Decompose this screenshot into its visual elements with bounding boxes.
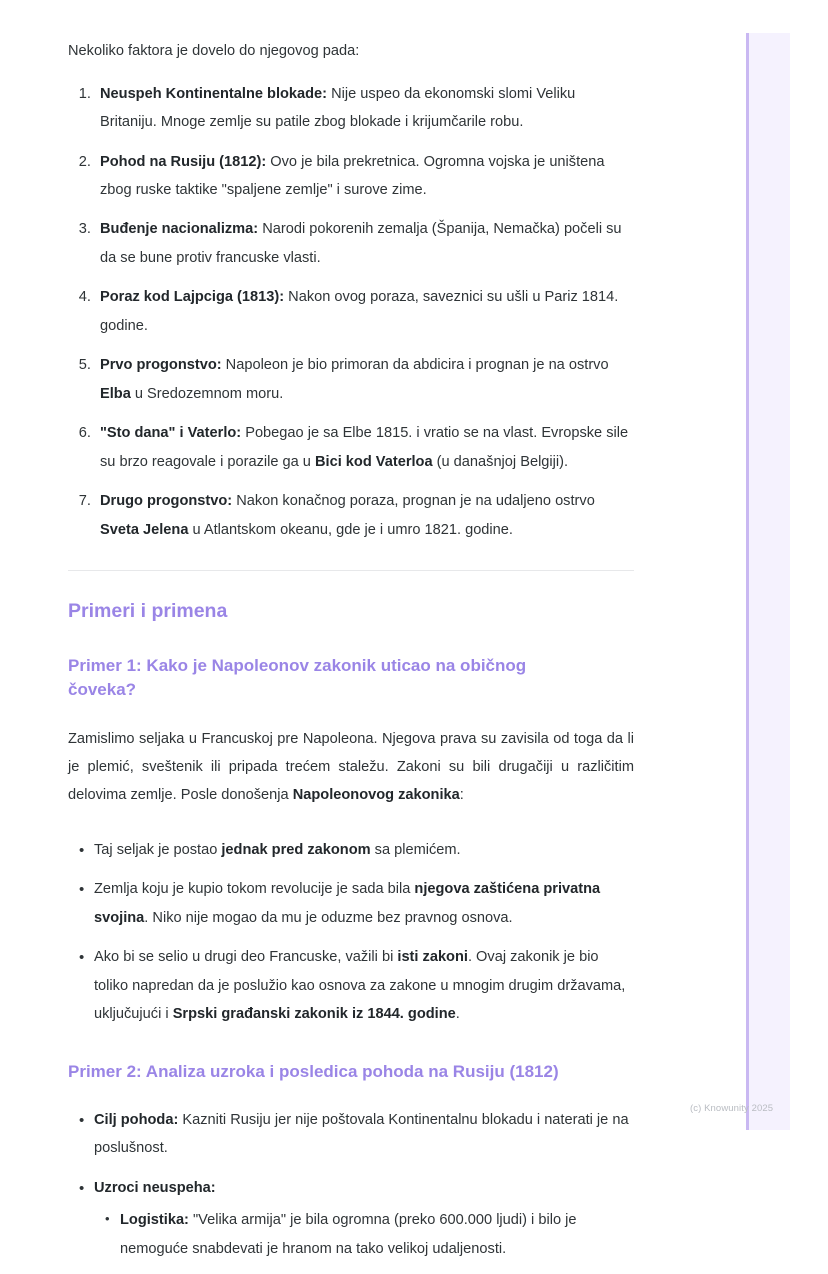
spacer [68, 1040, 634, 1060]
list-item [95, 419, 634, 476]
list-item-term: Pohod na Rusiju (1812): [100, 153, 267, 170]
list-item-term: Buđenje nacionalizma: [100, 221, 259, 238]
paragraph-part-2: : [459, 787, 464, 804]
intro-lead-text: Nekoliko faktora je dovelo do njegovog pada: [68, 43, 360, 59]
list-item-text-secondary: u Atlantskom okeanu, gde je i umro 1821. godine. [188, 521, 513, 538]
list-item-text: Pobegao je sa Elbe 1815. i vratio se na vlast. Evropske sile su brzo reagovale i porazile ga u [100, 425, 629, 470]
list-item-term: "Sto dana" i Vaterlo: [100, 425, 242, 442]
sub-bullet-text: "Velika armija" je bila ogromna (preko 600.000 ljudi) i bilo je nemoguće snabdevati je hranom na tako velikoj udaljenosti. [120, 1212, 577, 1257]
bullet-text-pre: Ako bi se selio u drugi deo Francuske, važili bi [94, 949, 398, 966]
example-1-heading: Primer 1: Kako je Napoleonov zakonik uticao na običnog čoveka? [68, 656, 527, 700]
list-item [94, 943, 634, 1028]
list-item-text: Nakon ovog poraza, saveznici su ušli u Pariz 1814. godine. [100, 289, 619, 334]
list-item [94, 836, 634, 864]
list-item [94, 1106, 634, 1163]
example-2-sub-bullet-list [94, 1206, 634, 1263]
list-item [95, 80, 634, 137]
bullet-term: Uzroci neuspeha: [94, 1179, 216, 1196]
bullet-text-bold-secondary: Srpski građanski zakonik iz 1844. godine [172, 1006, 456, 1023]
bullet-text-pre: Zemlja koju je kupio tokom revolucije je sada bila [94, 881, 415, 898]
fall-factors-list [68, 80, 634, 544]
list-item-text: Nakon konačnog poraza, prognan je na udaljeno ostrvo [232, 493, 595, 510]
example-2-heading: Primer 2: Analiza uzroka i posledica pohoda na Rusiju (1812) [68, 1061, 559, 1081]
list-item-text-secondary: u Sredozemnom moru. [130, 385, 284, 402]
bullet-text: Kazniti Rusiju jer nije poštovala Kontinentalnu blokadu i naterati je na poslušnost. [94, 1111, 629, 1157]
list-item-term: Poraz kod Lajpciga (1813): [100, 289, 285, 306]
list-item-text: Napoleon je bio primoran da abdicira i prognan je na ostrvo [221, 357, 609, 374]
bullet-text-post: sa plemićem. [370, 841, 461, 858]
list-item-text-secondary: (u današnjoj Belgiji). [432, 453, 569, 470]
list-item-text: Narodi pokorenih zemalja (Španija, Nemačka) počeli su da se bune protiv francuske vlasti. [100, 221, 622, 266]
bullet-text-post-secondary: . [455, 1006, 460, 1023]
bullet-text-pre: Taj seljak je postao [94, 841, 222, 858]
bullet-text-post: . Ovaj zakonik je bio toliko napredan da je poslužio kao osnova za zakone u mnogim drugim državama, uključujući i [94, 949, 626, 1023]
list-item-term-secondary: Sveta Jelena [100, 521, 189, 538]
example-1-bullet-list [68, 836, 634, 1029]
paragraph-bold-term: Napoleonovog zakonika [292, 787, 460, 804]
list-item [120, 1206, 634, 1263]
bullet-text-bold: jednak pred zakonom [221, 841, 371, 858]
section-divider [68, 570, 634, 571]
list-item-term-secondary: Elba [100, 385, 131, 402]
list-item-term: Prvo progonstvo: [100, 357, 222, 374]
list-item [95, 148, 634, 205]
spacer [68, 824, 634, 836]
page-title: Primeri i primena [68, 599, 228, 622]
bullet-text-bold: isti zakoni [397, 949, 468, 966]
bullet-text-post: . Niko nije mogao da mu je oduzme bez pravnog osnova. [144, 909, 513, 926]
list-item [95, 351, 634, 408]
paragraph-part-1: Zamislimo seljaka u Francuskoj pre Napoleona. Njegova prava su zavisila od toga da li je plemić, sveštenik ili pripada trećem staležu. Zakoni su bili drugačiji u različitim delovima zemlje. Posle donošenja [68, 730, 634, 804]
copyright-watermark: (c) Knowunity 2025 [690, 1103, 774, 1114]
example-1-paragraph [68, 725, 634, 810]
list-item-text: Ovo je bila prekretnica. Ogromna vojska je uništena zbog ruske taktike "spaljene zemlje" i surove zime. [100, 153, 605, 198]
list-item-term: Neuspeh Kontinentalne blokade: [100, 85, 328, 102]
list-item [95, 487, 634, 544]
document-content [68, 40, 634, 1274]
list-item-term: Drugo progonstvo: [100, 493, 233, 510]
list-item-text: Nije uspeo da ekonomski slomi Veliku Britaniju. Mnoge zemlje su patile zbog blokade i krijumčarile robu. [100, 85, 576, 131]
list-item-term-secondary: Bici kod Vaterloa [314, 453, 433, 470]
list-item [94, 875, 634, 932]
list-item [95, 283, 634, 340]
bullet-term: Cilj pohoda: [94, 1111, 179, 1128]
right-accent-panel [746, 33, 790, 1130]
bullet-text-bold: njegova zaštićena privatna svojina [94, 881, 601, 926]
example-2-bullet-list [68, 1106, 634, 1263]
list-item [94, 1174, 634, 1263]
list-item [95, 215, 634, 272]
sub-bullet-term: Logistika: [120, 1212, 189, 1229]
